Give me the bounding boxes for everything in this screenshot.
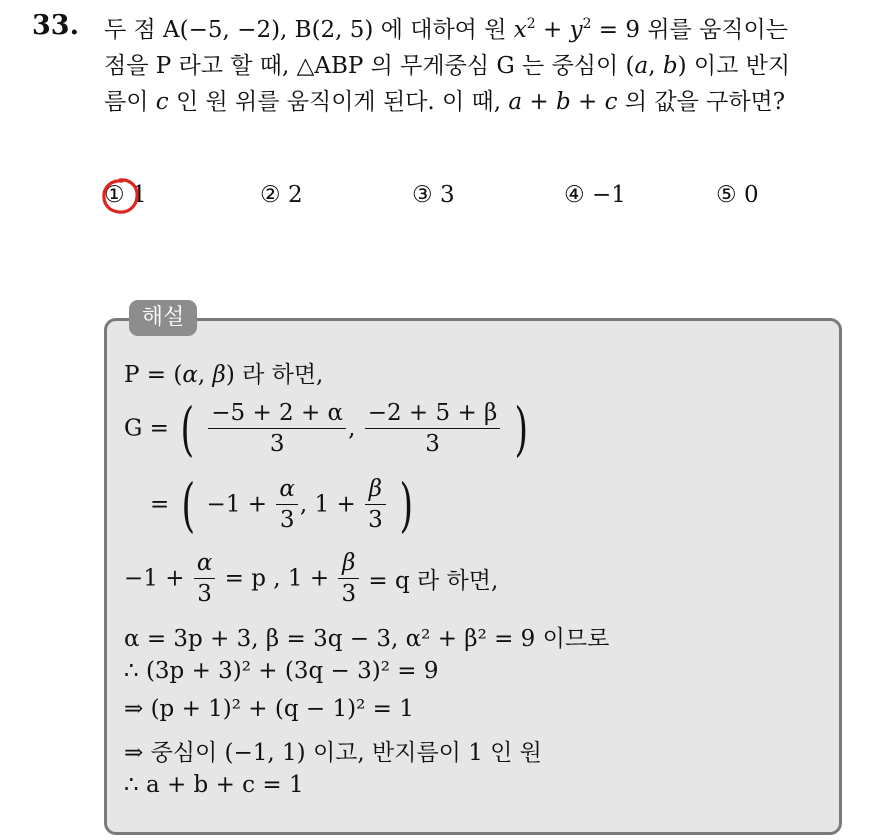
fraction: $\frac{\beta}{3}$ [338,548,359,609]
question-line-1: 두 점 A(−5, −2), B(2, 5) 에 대하여 원 $x^2 + y^2 = 9$ 위를 움직이는 [104,16,788,43]
fraction: $\frac{-2 + 5 + \beta}{3}$ [365,398,501,459]
fraction: $\frac{\alpha}{3}$ [276,474,298,535]
solution-row-7: ⇒ (p + 1)² + (q − 1)² = 1 [124,696,414,722]
fraction: $\frac{\alpha}{3}$ [194,548,216,609]
solution-row-5: α = 3p + 3, β = 3q − 3, α² + β² = 9 이므로 [124,626,610,652]
solution-tag: 해설 [129,300,197,336]
choice-1[interactable] [104,182,147,208]
right-paren: ) [514,394,528,463]
left-paren: ( [180,394,195,463]
choice-number: ⑤ [716,182,737,208]
choice-number: ④ [564,182,585,208]
choice-value: 2 [287,182,303,208]
fraction: $\frac{-5 + 2 + \alpha}{3}$ [208,398,346,459]
question-line-2: 점을 P 라고 할 때, △ABP 의 무게중심 G 는 중심이 (a, b) 이고 반지 [104,53,791,79]
answer-choices [104,176,844,220]
choice-3[interactable] [412,182,455,208]
solution-row-6: ∴ (3p + 3)² + (3q − 3)² = 9 [124,658,439,684]
choice-number: ② [260,182,281,208]
choice-value: 3 [439,182,455,208]
choice-value: 0 [743,182,759,208]
right-paren: ) [399,470,414,539]
fraction: $\frac{\beta}{3}$ [365,474,386,535]
solution-row-1: P = (α, β) 라 하면, [124,362,324,388]
choice-4[interactable] [564,182,626,208]
solution-row-8: ⇒ 중심이 (−1, 1) 이고, 반지름이 1 인 원 [124,740,542,766]
choice-value: 1 [131,182,147,208]
choice-value: −1 [591,182,626,208]
solution-row-2: G = ( $\frac{-5 + 2 + \alpha}{3}$ , $\frac{-2 + 5 + \beta}{3}$ ) [124,394,528,463]
question-text [104,12,864,120]
choice-5[interactable] [716,182,759,208]
solution-row-9: ∴ a + b + c = 1 [124,772,304,798]
solution-row-3: = ( −1 + $\frac{\alpha}{3}$ , 1 + $\frac{\beta}{3}$ ) [150,470,414,539]
question-number: 33. [32,10,79,41]
selected-circle-mark-icon [98,174,142,218]
choice-number: ③ [412,182,433,208]
choice-number: ① [104,182,125,208]
left-paren: ( [181,470,195,539]
question-line-3: 름이 c 인 원 위를 움직이게 된다. 이 때, a + b + c 의 값을 구하면? [104,89,786,115]
solution-row-4: −1 + $\frac{\alpha}{3}$ = p , 1 + $\frac{\beta}{3}$ = q 라 하면, [124,550,499,607]
choice-2[interactable] [260,182,303,208]
